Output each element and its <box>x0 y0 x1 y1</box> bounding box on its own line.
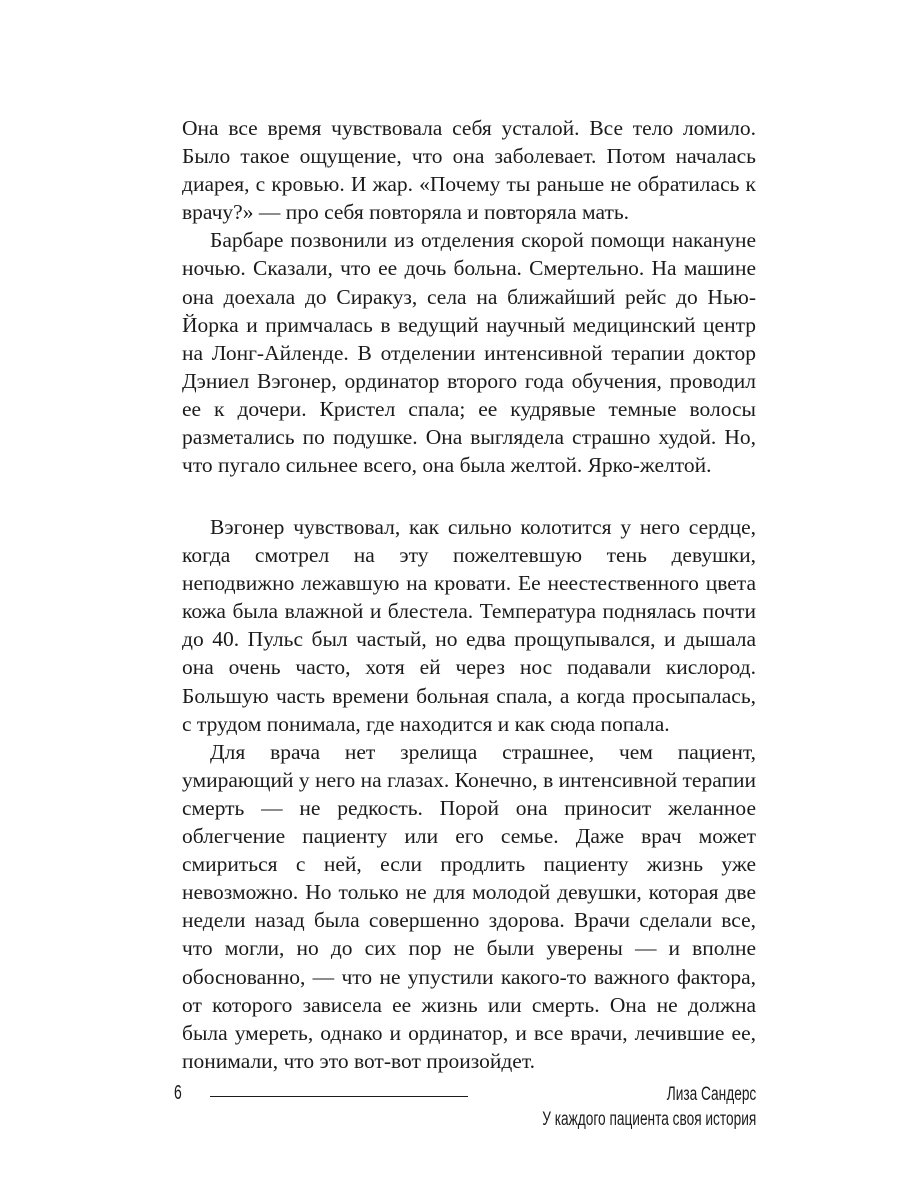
paragraph: Барбаре позвонили из отделения скорой помощи накануне ночью. Сказали, что ее дочь больна. Смертельно. На машине она доехала до Сиракуз, села на ближайший рейс до Нью-Йорка и примчалась в ведущий научный медицинский центр на Лонг-Айленде. В отделении интенсивной терапии доктор Дэниел Вэгонер, ординатор второго года обучения, проводил ее к дочери. Кристел спала; ее кудрявые темные волосы разметались по подушке. Она выглядела страшно худой. Но, что пугало сильнее всего, она была желтой. Ярко-желтой. <box>182 228 756 478</box>
running-head-author: Лиза Сандерс <box>666 1084 756 1105</box>
page-number: 6 <box>174 1082 182 1104</box>
paragraph: Вэгонер чувствовал, как сильно колотится у него сердце, когда смотрел на эту пожелтевшую тень девушки, неподвижно лежавшую на кровати. Ее неестественного цвета кожа была влажной и блестела. Температура поднялась почти до 40. Пульс был частый, но едва прощупывался, и дышала она очень часто, хотя ей через нос подавали кислород. Большую часть времени больная спала, а когда просыпалась, с трудом понимала, где находится и как сюда попала. <box>182 515 756 736</box>
paragraph: Она все время чувствовала себя усталой. Все тело ломило. Было такое ощущение, что она заболевает. Потом началась диарея, с кровью. И жар. «Почему ты раньше не обратилась к врачу?» — про себя повторяла и повторяла мать. <box>182 116 756 225</box>
text-block-2 <box>182 513 756 1075</box>
text-block-1 <box>182 114 756 479</box>
paragraph: Для врача нет зрелища страшнее, чем пациент, умирающий у него на глазах. Конечно, в интенсивной терапии смерть — не редкость. Порой она приносит желанное облегчение пациенту или его семье. Даже врач может смириться с ней, если продлить пациенту жизнь уже невозможно. Но только не для молодой девушки, которая две недели назад была совершенно здорова. Врачи сделали все, что могли, но до сих пор не были уверены — и вполне обоснованно, — что не упустили какого-то важного фактора, от которого зависела ее жизнь или смерть. Она не должна была умереть, однако и ординатор, и все врачи, лечившие ее, понимали, что это вот-вот произойдет. <box>182 739 756 1073</box>
running-head-title: У каждого пациента своя история <box>541 1109 756 1130</box>
footer-divider <box>210 1096 468 1097</box>
running-head <box>542 1082 756 1132</box>
